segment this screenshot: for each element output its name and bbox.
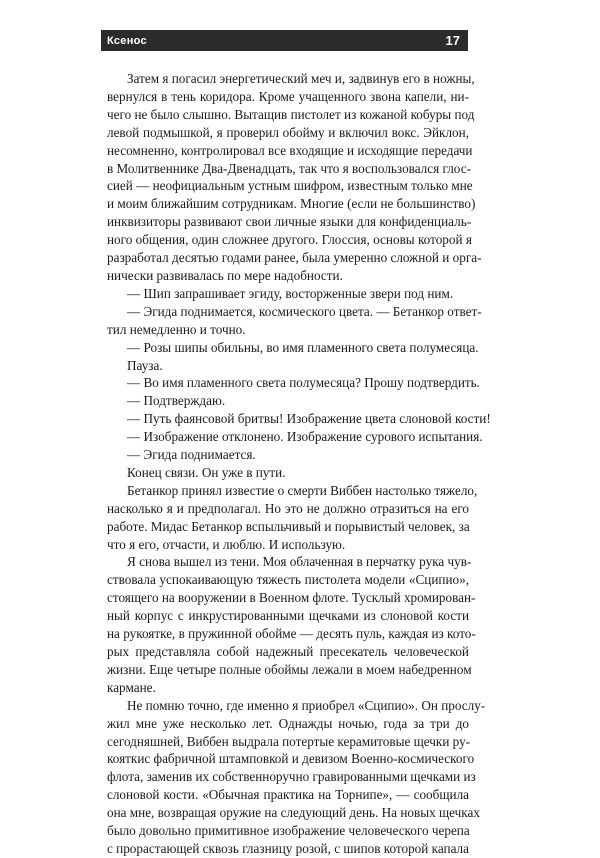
page-number: 17	[445, 33, 460, 48]
text-line: — Подтверждаю.	[127, 393, 226, 409]
text-line: Конец связи. Он уже в пути.	[127, 464, 286, 480]
text-line: Пауза.	[127, 357, 163, 373]
text-line: флота, заменив их собственноручно гравированными щечками из	[107, 769, 476, 785]
paragraph	[107, 285, 469, 303]
text-line: тил немедленно и точно.	[107, 321, 246, 337]
text-line: работе. Мидас Бетанкор вспыльчивый и порывистый человек, за	[107, 518, 470, 534]
text-line: — Эгида поднимается.	[127, 447, 256, 463]
text-line: ствовала успокаивающую тяжесть пистолета модели «Сципио»,	[107, 572, 469, 588]
paragraph	[107, 697, 486, 858]
text-line: — Эгида поднимается, космического цвета. — Бетанкор ответ-	[127, 303, 482, 319]
text-line: ный корпус с инкрустированными щечками из слоновой кости	[107, 608, 469, 624]
text-line: жил мне уже несколько лет. Однажды ночью, года за три до	[107, 715, 469, 731]
paragraph	[107, 374, 480, 392]
text-line: Затем я погасил энергетический меч и, задвинув его в ножны,	[127, 71, 475, 86]
text-line: — Путь фаянсовой бритвы! Изображение цвета слоновой кости!	[127, 411, 491, 427]
text-line: левой подмышкой, я проверил обойму и включил вокс. Эйклон,	[107, 124, 469, 140]
text-line: рых представляла собой надежный пресекатель человеческой	[107, 644, 469, 659]
paragraph	[107, 482, 478, 554]
text-line: кояткис фабричной штамповкой и девизом Военно-космического	[107, 751, 475, 767]
text-line: ного общения, один сложнее другого. Глоссия, основы которой я	[107, 232, 472, 248]
text-line: нически развивалась по мере надобности.	[107, 267, 343, 283]
text-line: насколько я и предполагал. Но это не должно отразиться на его	[107, 500, 469, 516]
running-header	[101, 30, 468, 51]
text-line: инквизиторы развивают свои личные языки для конфиденциаль-	[107, 214, 472, 230]
paragraph	[107, 392, 469, 410]
text-line: — Во имя пламенного света полумесяца? Прошу подтвердить.	[127, 375, 480, 391]
text-line: стоящего на вооружении в Военном флоте. Тусклый хромирован-	[107, 590, 476, 606]
text-line: Не помню точно, где именно я приобрел «Сципио». Он прослу-	[127, 697, 486, 713]
text-line: вернулся в тень коридора. Кроме учащенного звона капели, ни-	[107, 88, 469, 104]
text-line: — Розы шипы обильны, во имя пламенного света полумесяца.	[127, 339, 479, 355]
running-title: Ксенос	[107, 34, 147, 47]
text-line: сегодняшней, Виббен выдрала потертые керамитовые щечки ру-	[107, 733, 471, 749]
text-line: было довольно примитивное изображение человеческого черепа	[107, 823, 470, 839]
paragraph	[107, 446, 469, 464]
text-line: Я снова вышел из тени. Моя облаченная в перчатку рука чув-	[127, 554, 472, 570]
text-line: с прорастающей сквозь глазницу розой, с шипов которой капала	[107, 840, 469, 856]
paragraph	[107, 553, 476, 696]
paragraph	[107, 339, 479, 357]
text-line: что я его, отчасти, и люблю. И использую.	[107, 536, 346, 552]
text-line: кармане.	[107, 679, 156, 695]
text-line: Бетанкор принял известие о смерти Виббен настолько тяжело,	[127, 482, 478, 498]
text-line: и моим ближайшим сотрудникам. Многие (если не большинство)	[107, 196, 476, 212]
text-line: слоновой кости. «Обычная практика на Торнипе», — сообщила	[107, 787, 469, 803]
paragraph	[107, 357, 469, 375]
body-text	[107, 70, 491, 858]
paragraph	[107, 410, 491, 428]
text-line: жизни. Еще четыре полные обоймы лежали в моем набедренном	[107, 661, 472, 677]
text-line: разработал десятью годами ранее, была умеренно сложной и орга-	[107, 250, 482, 266]
text-line: чего не было слышно. Вытащив пистолет из кожаной кобуры под	[107, 106, 475, 122]
text-line: — Шип запрашивает эгиду, восторженные звери под ним.	[127, 285, 454, 301]
text-line: — Изображение отклонено. Изображение сурового испытания.	[127, 429, 483, 445]
paragraph	[107, 70, 482, 285]
text-line: на рукоятке, в пружинной обойме — десять пуль, каждая из кото-	[107, 626, 476, 642]
paragraph	[107, 464, 469, 482]
text-line: несомненно, контролировал все входящие и исходящие передачи	[107, 142, 473, 158]
paragraph	[107, 428, 483, 446]
text-line: она мне, возвращая оружие на следующий день. На новых щечках	[107, 805, 480, 821]
text-line: сией — неофициальным устным шифром, известным только мне	[107, 178, 473, 194]
text-line: в Молитвеннике Два-Двенадцать, так что я воспользовался глос-	[107, 160, 471, 176]
paragraph	[107, 303, 482, 339]
